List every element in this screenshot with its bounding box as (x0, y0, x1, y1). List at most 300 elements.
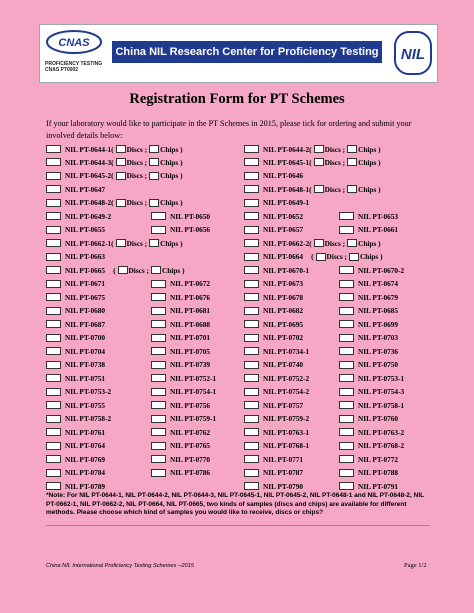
scheme-label: NIL PT-0649-2 (65, 211, 112, 221)
chip-option-label: Chips ) (358, 238, 381, 248)
open-paren: ( (311, 252, 314, 262)
scheme-checkbox[interactable] (46, 334, 61, 342)
scheme-label: NIL PT-0754-2 (263, 387, 310, 397)
disc-checkbox[interactable] (118, 266, 128, 274)
footer-title: China NIL International Proficiency Testing Schemes --2015 (46, 563, 195, 569)
scheme-checkbox[interactable] (244, 442, 259, 450)
scheme-checkbox[interactable] (151, 415, 166, 423)
scheme-checkbox[interactable] (46, 320, 61, 328)
scheme-checkbox[interactable] (339, 455, 354, 463)
scheme-label: NIL PT-0755 (65, 400, 106, 410)
disc-checkbox[interactable] (314, 158, 324, 166)
scheme-checkbox[interactable] (339, 280, 354, 288)
scheme-checkbox[interactable] (244, 266, 259, 274)
scheme-label: NIL PT-0758-1 (358, 400, 405, 410)
scheme-checkbox[interactable] (151, 334, 166, 342)
chip-option-label: Chips ) (358, 157, 381, 167)
scheme-item (244, 265, 309, 275)
scheme-item (151, 427, 210, 437)
scheme-item (46, 225, 105, 235)
disc-option-label: Discs ; (126, 171, 148, 181)
disc-option-label: Discs ; (126, 144, 148, 154)
scheme-label: NIL PT-0679 (358, 292, 399, 302)
scheme-checkbox[interactable] (244, 320, 259, 328)
scheme-label: NIL PT-0752-2 (263, 373, 310, 383)
scheme-checkbox[interactable] (244, 145, 259, 153)
scheme-label: NIL PT-0645-2( (65, 171, 114, 181)
scheme-checkbox[interactable] (151, 428, 166, 436)
scheme-checkbox[interactable] (46, 347, 61, 355)
scheme-checkbox[interactable] (151, 226, 166, 234)
scheme-checkbox[interactable] (339, 307, 354, 315)
scheme-label: NIL PT-0771 (263, 454, 304, 464)
scheme-checkbox[interactable] (46, 293, 61, 301)
scheme-label: NIL PT-0700 (65, 333, 106, 343)
scheme-checkbox[interactable] (46, 469, 61, 477)
scheme-item (244, 481, 303, 491)
chip-option-label: Chips ) (162, 265, 185, 275)
scheme-checkbox[interactable] (46, 361, 61, 369)
scheme-item (46, 279, 105, 289)
scheme-checkbox[interactable] (339, 320, 354, 328)
scheme-checkbox[interactable] (339, 266, 354, 274)
scheme-label: NIL PT-0665 (65, 265, 106, 275)
scheme-item (244, 346, 309, 356)
scheme-label: NIL PT-0644-2( (263, 144, 312, 154)
scheme-label: NIL PT-0662-2( (263, 238, 312, 248)
disc-option-label: Discs ; (128, 265, 149, 275)
scheme-label: NIL PT-0758-2 (65, 414, 112, 424)
scheme-checkbox[interactable] (151, 442, 166, 450)
disc-checkbox[interactable] (316, 253, 326, 261)
scheme-checkbox[interactable] (244, 307, 259, 315)
scheme-label: NIL PT-0705 (170, 346, 211, 356)
scheme-label: NIL PT-0762 (170, 427, 211, 437)
scheme-label: NIL PT-0661 (358, 225, 399, 235)
scheme-label: NIL PT-0789 (65, 481, 106, 491)
scheme-label: NIL PT-0670-2 (358, 265, 405, 275)
scheme-label: NIL PT-0753-1 (358, 373, 405, 383)
scheme-label: NIL PT-0644-3( (65, 157, 114, 167)
scheme-label: NIL PT-0772 (358, 454, 399, 464)
scheme-checkbox[interactable] (339, 293, 354, 301)
scheme-checkbox[interactable] (339, 347, 354, 355)
scheme-item (244, 319, 303, 329)
scheme-checkbox[interactable] (339, 442, 354, 450)
scheme-checkbox[interactable] (151, 388, 166, 396)
scheme-item (339, 319, 398, 329)
scheme-label: NIL PT-0740 (263, 360, 304, 370)
scheme-item (151, 441, 210, 451)
scheme-item (46, 414, 111, 424)
scheme-checkbox[interactable] (244, 239, 259, 247)
scheme-checkbox[interactable] (339, 388, 354, 396)
scheme-label: NIL PT-0739 (170, 360, 211, 370)
scheme-checkbox[interactable] (151, 455, 166, 463)
scheme-item (244, 360, 303, 370)
scheme-item (339, 454, 398, 464)
scheme-label: NIL PT-0788 (358, 468, 399, 478)
scheme-item (46, 198, 183, 208)
disc-checkbox[interactable] (116, 172, 126, 180)
scheme-checkbox[interactable] (46, 442, 61, 450)
scheme-item (244, 333, 303, 343)
scheme-checkbox[interactable] (244, 293, 259, 301)
scheme-checkbox[interactable] (46, 455, 61, 463)
scheme-label: NIL PT-0768-1 (263, 441, 310, 451)
disc-option-label: Discs ; (126, 198, 148, 208)
scheme-item (151, 373, 216, 383)
scheme-item (46, 171, 183, 181)
scheme-label: NIL PT-0759-1 (170, 414, 217, 424)
scheme-item (244, 225, 303, 235)
sample-note: *Note: For NIL PT-0644-1, NIL PT-0644-2, NIL PT-0644-3, NIL PT-0645-1, NIL PT-0645-2, NIL PT-0648-1 and NIL PT-0648-2, NIL PT-0662-1, NIL PT-0662-2, NIL PT-0664, NIL PT-0665, two kinds of samples (discs and chips) are available for different methods. Please choose which kind of samples you would like to receive, discs or chips? (46, 492, 424, 516)
chip-checkbox[interactable] (347, 158, 357, 166)
form-title: Registration Form for PT Schemes (129, 91, 345, 107)
scheme-item (151, 346, 210, 356)
scheme-label: NIL PT-0650 (170, 211, 211, 221)
scheme-label: NIL PT-0657 (263, 225, 304, 235)
scheme-item (151, 400, 210, 410)
scheme-checkbox[interactable] (339, 469, 354, 477)
scheme-checkbox[interactable] (339, 226, 354, 234)
scheme-item (151, 292, 210, 302)
scheme-label: NIL PT-0680 (65, 306, 106, 316)
chip-checkbox[interactable] (149, 199, 159, 207)
scheme-item (244, 441, 309, 451)
scheme-label: NIL PT-0699 (358, 319, 399, 329)
scheme-item (244, 157, 381, 167)
scheme-item (46, 333, 105, 343)
disc-option-label: Discs ; (324, 238, 346, 248)
scheme-item (339, 292, 398, 302)
scheme-item (244, 373, 309, 383)
scheme-label: NIL PT-0759-2 (263, 414, 310, 424)
scheme-item (339, 265, 404, 275)
chip-checkbox[interactable] (149, 145, 159, 153)
scheme-item (339, 441, 404, 451)
scheme-label: NIL PT-0681 (170, 306, 211, 316)
scheme-item (244, 198, 309, 208)
scheme-checkbox[interactable] (244, 361, 259, 369)
scheme-item (151, 306, 210, 316)
scheme-item (46, 346, 105, 356)
scheme-checkbox[interactable] (244, 158, 259, 166)
disc-checkbox[interactable] (314, 185, 324, 193)
chip-option-label: Chips ) (358, 184, 381, 194)
scheme-label: NIL PT-0770 (170, 454, 211, 464)
scheme-label: NIL PT-0765 (170, 441, 211, 451)
scheme-item (46, 427, 105, 437)
scheme-item (46, 306, 105, 316)
scheme-checkbox[interactable] (244, 455, 259, 463)
chip-checkbox[interactable] (347, 185, 357, 193)
scheme-item (46, 373, 105, 383)
disc-checkbox[interactable] (116, 145, 126, 153)
scheme-checkbox[interactable] (46, 145, 61, 153)
scheme-checkbox[interactable] (339, 401, 354, 409)
scheme-item (244, 144, 381, 154)
scheme-item (151, 319, 210, 329)
chip-checkbox[interactable] (347, 145, 357, 153)
divider (46, 525, 430, 526)
scheme-label: NIL PT-0769 (65, 454, 106, 464)
scheme-checkbox[interactable] (151, 401, 166, 409)
scheme-item (46, 184, 105, 194)
scheme-checkbox[interactable] (244, 185, 259, 193)
scheme-item (151, 279, 210, 289)
scheme-item (46, 387, 111, 397)
chip-option-label: Chips ) (358, 144, 381, 154)
scheme-label: NIL PT-0760 (358, 414, 399, 424)
intro-text: If your laboratory would like to participate in the PT Schemes in 2015, please tick for ordering and submit your involved details below: (46, 119, 412, 140)
scheme-item (339, 481, 398, 491)
scheme-checkbox[interactable] (244, 334, 259, 342)
scheme-item (46, 292, 105, 302)
scheme-label: NIL PT-0671 (65, 279, 106, 289)
scheme-checkbox[interactable] (46, 172, 61, 180)
scheme-label: NIL PT-0695 (263, 319, 304, 329)
disc-checkbox[interactable] (116, 158, 126, 166)
scheme-item (339, 360, 398, 370)
scheme-label: NIL PT-0790 (263, 481, 304, 491)
scheme-checkbox[interactable] (244, 388, 259, 396)
scheme-item (244, 387, 309, 397)
chip-option-label: Chips ) (360, 252, 383, 262)
scheme-item (339, 414, 398, 424)
scheme-item (46, 441, 105, 451)
scheme-checkbox[interactable] (151, 361, 166, 369)
chip-option-label: Chips ) (160, 198, 183, 208)
scheme-checkbox[interactable] (244, 253, 259, 261)
scheme-item (339, 211, 398, 221)
scheme-checkbox[interactable] (339, 374, 354, 382)
scheme-label: NIL PT-0688 (170, 319, 211, 329)
scheme-checkbox[interactable] (244, 347, 259, 355)
scheme-item (46, 481, 105, 491)
scheme-item (244, 292, 303, 302)
chip-checkbox[interactable] (349, 253, 359, 261)
scheme-checkbox[interactable] (151, 469, 166, 477)
scheme-label: NIL PT-0682 (263, 306, 304, 316)
scheme-checkbox[interactable] (46, 428, 61, 436)
scheme-checkbox[interactable] (151, 374, 166, 382)
scheme-label: NIL PT-0756 (170, 400, 211, 410)
disc-option-label: Discs ; (126, 157, 148, 167)
page-number: Page 1/2 (404, 562, 427, 569)
scheme-label: NIL PT-0750 (358, 360, 399, 370)
scheme-checkbox[interactable] (244, 226, 259, 234)
scheme-checkbox[interactable] (244, 374, 259, 382)
scheme-item (339, 427, 404, 437)
scheme-label: NIL PT-0649-1 (263, 198, 310, 208)
scheme-checkbox[interactable] (46, 185, 61, 193)
scheme-checkbox[interactable] (46, 253, 61, 261)
scheme-item (244, 252, 383, 262)
scheme-checkbox[interactable] (151, 280, 166, 288)
scheme-checkbox[interactable] (46, 482, 61, 490)
scheme-label: NIL PT-0738 (65, 360, 106, 370)
scheme-item (244, 238, 381, 248)
scheme-checkbox[interactable] (151, 307, 166, 315)
scheme-label: NIL PT-0761 (65, 427, 106, 437)
scheme-checkbox[interactable] (151, 347, 166, 355)
disc-checkbox[interactable] (116, 199, 126, 207)
scheme-checkbox[interactable] (244, 172, 259, 180)
scheme-checkbox[interactable] (339, 482, 354, 490)
scheme-checkbox[interactable] (244, 469, 259, 477)
disc-checkbox[interactable] (314, 239, 324, 247)
scheme-label: NIL PT-0784 (65, 468, 106, 478)
scheme-label: NIL PT-0678 (263, 292, 304, 302)
cnas-subtitle (45, 61, 102, 73)
scheme-checkbox[interactable] (244, 280, 259, 288)
scheme-checkbox[interactable] (244, 482, 259, 490)
disc-checkbox[interactable] (314, 145, 324, 153)
scheme-checkbox[interactable] (339, 334, 354, 342)
scheme-checkbox[interactable] (46, 239, 61, 247)
scheme-label: NIL PT-0670-1 (263, 265, 310, 275)
scheme-item (244, 454, 303, 464)
scheme-item (151, 387, 216, 397)
scheme-label: NIL PT-0791 (358, 481, 399, 491)
scheme-item (244, 468, 303, 478)
nil-logo-text: NIL (400, 46, 426, 63)
scheme-label: NIL PT-0662-1( (65, 238, 114, 248)
scheme-label: NIL PT-0752-1 (170, 373, 217, 383)
scheme-label: NIL PT-0656 (170, 225, 211, 235)
scheme-item (339, 387, 404, 397)
scheme-label: NIL PT-0673 (263, 279, 304, 289)
scheme-checkbox[interactable] (244, 401, 259, 409)
disc-option-label: Discs ; (324, 144, 346, 154)
scheme-item (46, 238, 183, 248)
scheme-checkbox[interactable] (46, 266, 61, 274)
scheme-item (339, 333, 398, 343)
scheme-checkbox[interactable] (244, 212, 259, 220)
chip-checkbox[interactable] (149, 239, 159, 247)
chip-option-label: Chips ) (160, 238, 183, 248)
scheme-item (244, 211, 303, 221)
disc-option-label: Discs ; (326, 252, 347, 262)
scheme-checkbox[interactable] (244, 428, 259, 436)
scheme-item (46, 319, 105, 329)
scheme-label: NIL PT-0736 (358, 346, 399, 356)
scheme-item (244, 427, 309, 437)
disc-checkbox[interactable] (116, 239, 126, 247)
scheme-item (151, 414, 216, 424)
scheme-item (46, 454, 105, 464)
scheme-item (339, 225, 398, 235)
scheme-checkbox[interactable] (151, 293, 166, 301)
scheme-item (46, 265, 185, 275)
scheme-label: NIL PT-0675 (65, 292, 106, 302)
scheme-item (46, 252, 105, 262)
scheme-label: NIL PT-0753-2 (65, 387, 112, 397)
scheme-item (151, 225, 210, 235)
cnas-sub-line: PROFICIENCY TESTING (45, 61, 103, 67)
cnas-logo-icon (45, 29, 103, 55)
nil-logo-icon (394, 31, 432, 75)
chip-checkbox[interactable] (149, 172, 159, 180)
scheme-label: NIL PT-0754-3 (358, 387, 405, 397)
scheme-label: NIL PT-0701 (170, 333, 211, 343)
scheme-label: NIL PT-0647 (65, 184, 106, 194)
scheme-checkbox[interactable] (339, 361, 354, 369)
scheme-label: NIL PT-0652 (263, 211, 304, 221)
scheme-checkbox[interactable] (46, 226, 61, 234)
scheme-item (339, 306, 398, 316)
scheme-label: NIL PT-0763-1 (263, 427, 310, 437)
scheme-checkbox[interactable] (46, 401, 61, 409)
scheme-checkbox[interactable] (46, 415, 61, 423)
scheme-label: NIL PT-0653 (358, 211, 399, 221)
scheme-checkbox[interactable] (46, 158, 61, 166)
cnas-logo-text: CNAS (58, 37, 90, 49)
scheme-label: NIL PT-0685 (358, 306, 399, 316)
scheme-item (46, 144, 183, 154)
chip-checkbox[interactable] (149, 158, 159, 166)
scheme-label: NIL PT-0655 (65, 225, 106, 235)
scheme-label: NIL PT-0674 (358, 279, 399, 289)
scheme-checkbox[interactable] (244, 415, 259, 423)
scheme-checkbox[interactable] (339, 428, 354, 436)
scheme-grid (46, 144, 438, 494)
chip-checkbox[interactable] (151, 266, 161, 274)
scheme-item (151, 333, 210, 343)
scheme-checkbox[interactable] (151, 212, 166, 220)
open-paren: ( (113, 265, 116, 275)
scheme-item (244, 414, 309, 424)
scheme-label: NIL PT-0664 (263, 252, 304, 262)
scheme-checkbox[interactable] (244, 199, 259, 207)
scheme-item (339, 346, 398, 356)
scheme-checkbox[interactable] (151, 320, 166, 328)
scheme-item (46, 360, 105, 370)
scheme-label: NIL PT-0704 (65, 346, 106, 356)
scheme-checkbox[interactable] (46, 374, 61, 382)
scheme-item (339, 373, 404, 383)
scheme-checkbox[interactable] (46, 212, 61, 220)
scheme-checkbox[interactable] (46, 199, 61, 207)
scheme-label: NIL PT-0757 (263, 400, 304, 410)
scheme-label: NIL PT-0764 (65, 441, 106, 451)
scheme-item (46, 400, 105, 410)
scheme-item (151, 360, 210, 370)
scheme-item (244, 171, 303, 181)
scheme-checkbox[interactable] (46, 307, 61, 315)
scheme-item (339, 468, 398, 478)
scheme-label: NIL PT-0648-1( (263, 184, 312, 194)
scheme-label: NIL PT-0663 (65, 252, 106, 262)
header-title: China NIL Research Center for Proficiency Testing (112, 41, 382, 63)
scheme-label: NIL PT-0644-1( (65, 144, 114, 154)
scheme-item (244, 306, 303, 316)
chip-checkbox[interactable] (347, 239, 357, 247)
scheme-label: NIL PT-0751 (65, 373, 106, 383)
scheme-checkbox[interactable] (339, 212, 354, 220)
chip-option-label: Chips ) (160, 144, 183, 154)
scheme-item (339, 400, 404, 410)
scheme-checkbox[interactable] (46, 280, 61, 288)
scheme-item (46, 468, 105, 478)
scheme-item (46, 211, 111, 221)
scheme-checkbox[interactable] (46, 388, 61, 396)
scheme-item (151, 454, 210, 464)
scheme-checkbox[interactable] (339, 415, 354, 423)
scheme-item (244, 400, 303, 410)
scheme-label: NIL PT-0754-1 (170, 387, 217, 397)
